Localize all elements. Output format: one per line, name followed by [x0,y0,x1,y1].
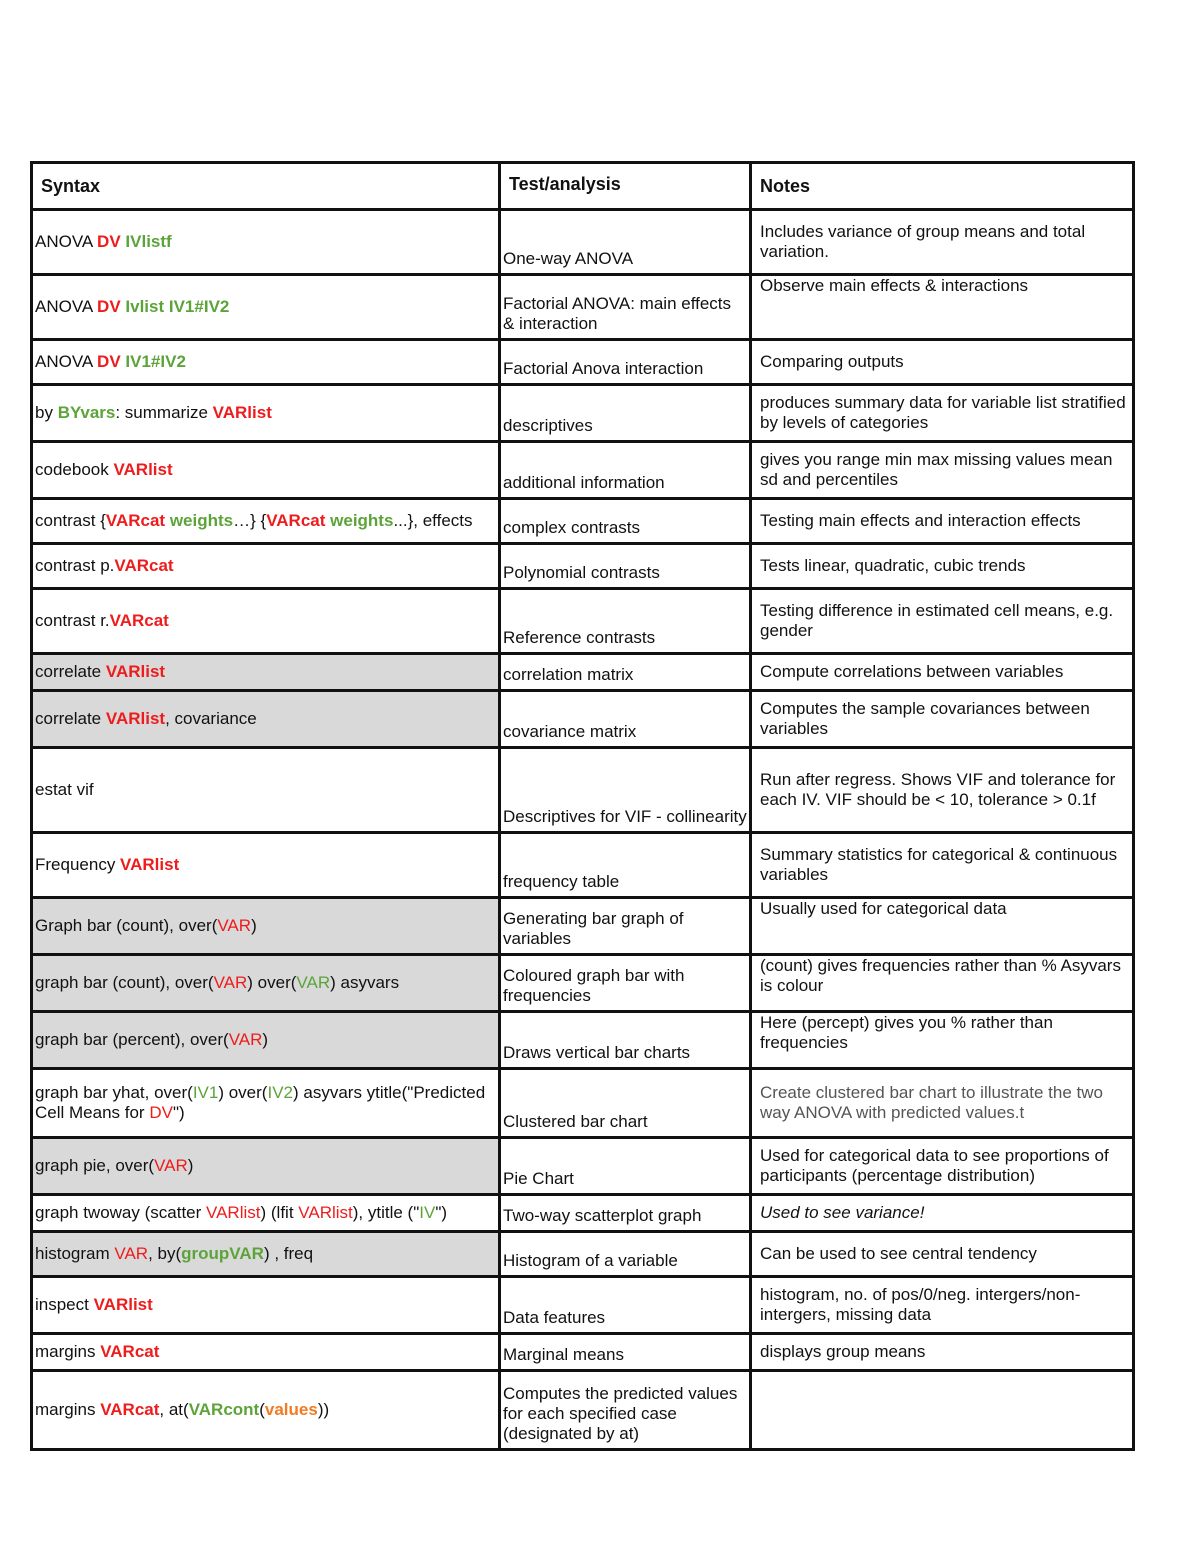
syntax-segment: VAR [213,973,248,992]
notes-cell: Tests linear, quadratic, cubic trends [751,544,1134,589]
syntax-cell [32,1195,500,1232]
table-row [32,654,1134,691]
test-analysis-cell: Coloured graph bar with frequencies [500,955,751,1012]
syntax-segment: VARlist [93,1295,153,1314]
table-row [32,589,1134,654]
table-row [32,385,1134,442]
syntax-segment: graph pie, over( [35,1156,155,1175]
notes-cell: Testing difference in estimated cell means, e.g. gender [751,589,1134,654]
syntax-segment: IV1 [192,1083,219,1102]
syntax-segment: Ivlist IV1#IV2 [125,297,230,316]
syntax-segment: VARcat [109,611,169,630]
syntax-cell [32,589,500,654]
syntax-segment: : summarize [115,403,213,422]
syntax-segment: ) over( [247,973,297,992]
test-analysis-cell: One-way ANOVA [500,210,751,275]
test-analysis-cell: Reference contrasts [500,589,751,654]
syntax-segment: ) asyvars [330,973,400,992]
syntax-segment: VAR [217,916,252,935]
table-row [32,1195,1134,1232]
syntax-segment: , covariance [165,709,257,728]
syntax-cell [32,654,500,691]
syntax-segment: ) asyvars ytitle("Predicted Cell Means for [35,1083,486,1122]
test-analysis-cell: Generating bar graph of variables [500,898,751,955]
table-row [32,275,1134,340]
syntax-segment: ANOVA [35,297,98,316]
syntax-segment: VAR [296,973,331,992]
syntax-segment: margins [35,1342,101,1361]
header-notes: Notes [751,163,1134,210]
notes-cell: (count) gives frequencies rather than % Asyvars is colour [751,955,1134,1012]
test-analysis-cell: additional information [500,442,751,499]
notes-cell: Includes variance of group means and total variation. [751,210,1134,275]
syntax-cell [32,1371,500,1450]
notes-cell: Summary statistics for categorical & continuous variables [751,833,1134,898]
notes-cell: Create clustered bar chart to illustrate the two way ANOVA with predicted values.t [751,1069,1134,1138]
test-analysis-cell: descriptives [500,385,751,442]
syntax-segment: ) over( [218,1083,268,1102]
syntax-segment: VARcat [105,511,166,530]
syntax-segment: ...}, effects [393,511,473,530]
notes-cell [751,1371,1134,1450]
syntax-segment: DV [97,352,121,371]
syntax-cell [32,210,500,275]
notes-cell: gives you range min max missing values mean sd and percentiles [751,442,1134,499]
syntax-segment: VARcat [114,556,174,575]
test-analysis-cell: frequency table [500,833,751,898]
syntax-cell [32,1012,500,1069]
notes-cell: Compute correlations between variables [751,654,1134,691]
syntax-segment: values [264,1400,318,1419]
notes-cell: Usually used for categorical data [751,898,1134,955]
syntax-segment: Frequency [35,855,121,874]
table-row [32,1138,1134,1195]
table-row [32,442,1134,499]
syntax-segment: ( [259,1400,265,1419]
syntax-segment: contrast { [35,511,106,530]
syntax-segment: ") [172,1103,185,1122]
syntax-cell [32,275,500,340]
notes-cell: Can be used to see central tendency [751,1232,1134,1277]
syntax-segment: correlate [35,662,106,681]
header-syntax: Syntax [32,163,500,210]
table-row [32,544,1134,589]
syntax-segment: contrast r. [35,611,110,630]
syntax-segment: ) [187,1156,194,1175]
table-row [32,499,1134,544]
syntax-segment: ANOVA [35,232,98,251]
syntax-segment: graph twoway (scatter [35,1203,207,1222]
table-row [32,691,1134,748]
syntax-segment: VARcat [100,1400,160,1419]
test-analysis-cell: Histogram of a variable [500,1232,751,1277]
test-analysis-cell: Marginal means [500,1334,751,1371]
table-row [32,1334,1134,1371]
syntax-cell [32,748,500,833]
table-row [32,210,1134,275]
syntax-segment: VARlist [105,662,166,681]
test-analysis-cell: Data features [500,1277,751,1334]
syntax-segment: VAR [114,1244,149,1263]
notes-cell: Here (percept) gives you % rather than frequencies [751,1012,1134,1069]
syntax-segment: VARlist [105,709,166,728]
table-row [32,898,1134,955]
notes-cell: produces summary data for variable list stratified by levels of categories [751,385,1134,442]
syntax-segment: graph bar yhat, over( [35,1083,193,1102]
syntax-segment: ), ytitle (" [352,1203,420,1222]
syntax-cell [32,1277,500,1334]
test-analysis-cell: Polynomial contrasts [500,544,751,589]
syntax-cell [32,1138,500,1195]
syntax-segment: VARcat [100,1342,160,1361]
table-row [32,1277,1134,1334]
notes-cell: Used to see variance! [751,1195,1134,1232]
test-analysis-cell: Factorial Anova interaction [500,340,751,385]
test-analysis-cell: Clustered bar chart [500,1069,751,1138]
syntax-cell [32,955,500,1012]
test-analysis-cell: Two-way scatterplot graph [500,1195,751,1232]
notes-cell: Computes the sample covariances between variables [751,691,1134,748]
table-row [32,748,1134,833]
syntax-segment: , at( [159,1400,189,1419]
table-row [32,1012,1134,1069]
notes-cell: Observe main effects & interactions [751,275,1134,340]
test-analysis-cell: Factorial ANOVA: main effects & interaction [500,275,751,340]
syntax-segment: VARlist [298,1203,353,1222]
notes-cell: Testing main effects and interaction effects [751,499,1134,544]
table-body [32,163,1134,1450]
syntax-segment: ") [435,1203,448,1222]
syntax-segment: VARlist [120,855,180,874]
syntax-segment: DV [97,297,121,316]
syntax-segment: correlate [35,709,106,728]
syntax-segment: ) , freq [263,1244,314,1263]
syntax-cell [32,442,500,499]
syntax-segment: , by( [148,1244,182,1263]
table-row [32,340,1134,385]
syntax-segment: IV [419,1203,436,1222]
syntax-segment: )) [317,1400,330,1419]
syntax-segment: ) [262,1030,269,1049]
test-analysis-cell: Computes the predicted values for each specified case (designated by at) [500,1371,751,1450]
syntax-segment: codebook [35,460,114,479]
notes-cell: displays group means [751,1334,1134,1371]
test-analysis-cell: Pie Chart [500,1138,751,1195]
syntax-segment: DV [97,232,121,251]
test-analysis-cell: Descriptives for VIF - collinearity [500,748,751,833]
syntax-segment: margins [35,1400,101,1419]
syntax-segment: IV1#IV2 [125,352,186,371]
table-row [32,1371,1134,1450]
syntax-segment: VAR [228,1030,263,1049]
syntax-segment: weights [169,511,234,530]
syntax-segment: by [35,403,58,422]
syntax-cell [32,1334,500,1371]
notes-cell: Run after regress. Shows VIF and tolerance for each IV. VIF should be < 10, tolerance > 0.1f [751,748,1134,833]
test-analysis-cell: correlation matrix [500,654,751,691]
syntax-segment: ) [251,916,257,935]
table-row [32,1069,1134,1138]
table-row [32,955,1134,1012]
syntax-segment: VAR [154,1156,188,1175]
stata-syntax-table [30,161,1126,1451]
syntax-cell [32,1232,500,1277]
syntax-segment: weights [330,511,394,530]
table-row [32,833,1134,898]
notes-cell: histogram, no. of pos/0/neg. intergers/non-intergers, missing data [751,1277,1134,1334]
syntax-segment: BYvars [57,403,116,422]
syntax-cell [32,385,500,442]
notes-cell: Used for categorical data to see proportions of participants (percentage distribution) [751,1138,1134,1195]
syntax-segment: ANOVA [35,352,98,371]
syntax-segment: …} { [233,511,267,530]
syntax-cell [32,833,500,898]
syntax-cell [32,340,500,385]
syntax-segment: inspect [35,1295,94,1314]
syntax-segment: IVlistf [125,232,172,251]
syntax-segment: IV2 [267,1083,293,1102]
syntax-segment: estat vif [35,780,94,799]
syntax-segment: VARlist [113,460,173,479]
syntax-segment: VARlist [212,403,272,422]
test-analysis-cell: complex contrasts [500,499,751,544]
syntax-segment: graph bar (percent), over( [35,1030,229,1049]
syntax-segment: DV [149,1103,173,1122]
header-test-analysis: Test/analysis [500,163,751,210]
syntax-segment: histogram [35,1244,115,1263]
syntax-segment: contrast p. [35,556,115,575]
syntax-cell [32,544,500,589]
syntax-segment: groupVAR [181,1244,264,1263]
syntax-segment: VARcont [188,1400,260,1419]
syntax-segment: graph bar (count), over( [35,973,214,992]
syntax-segment: VARcat [266,511,326,530]
header-row [32,163,1134,210]
table-row [32,1232,1134,1277]
syntax-cell [32,898,500,955]
syntax-segment: VARlist [206,1203,261,1222]
test-analysis-cell: covariance matrix [500,691,751,748]
syntax-cell [32,1069,500,1138]
test-analysis-cell: Draws vertical bar charts [500,1012,751,1069]
syntax-segment: Graph bar (count), over( [35,916,218,935]
syntax-segment: ) (lfit [260,1203,299,1222]
syntax-table [30,161,1135,1451]
syntax-cell [32,499,500,544]
syntax-cell [32,691,500,748]
notes-cell: Comparing outputs [751,340,1134,385]
